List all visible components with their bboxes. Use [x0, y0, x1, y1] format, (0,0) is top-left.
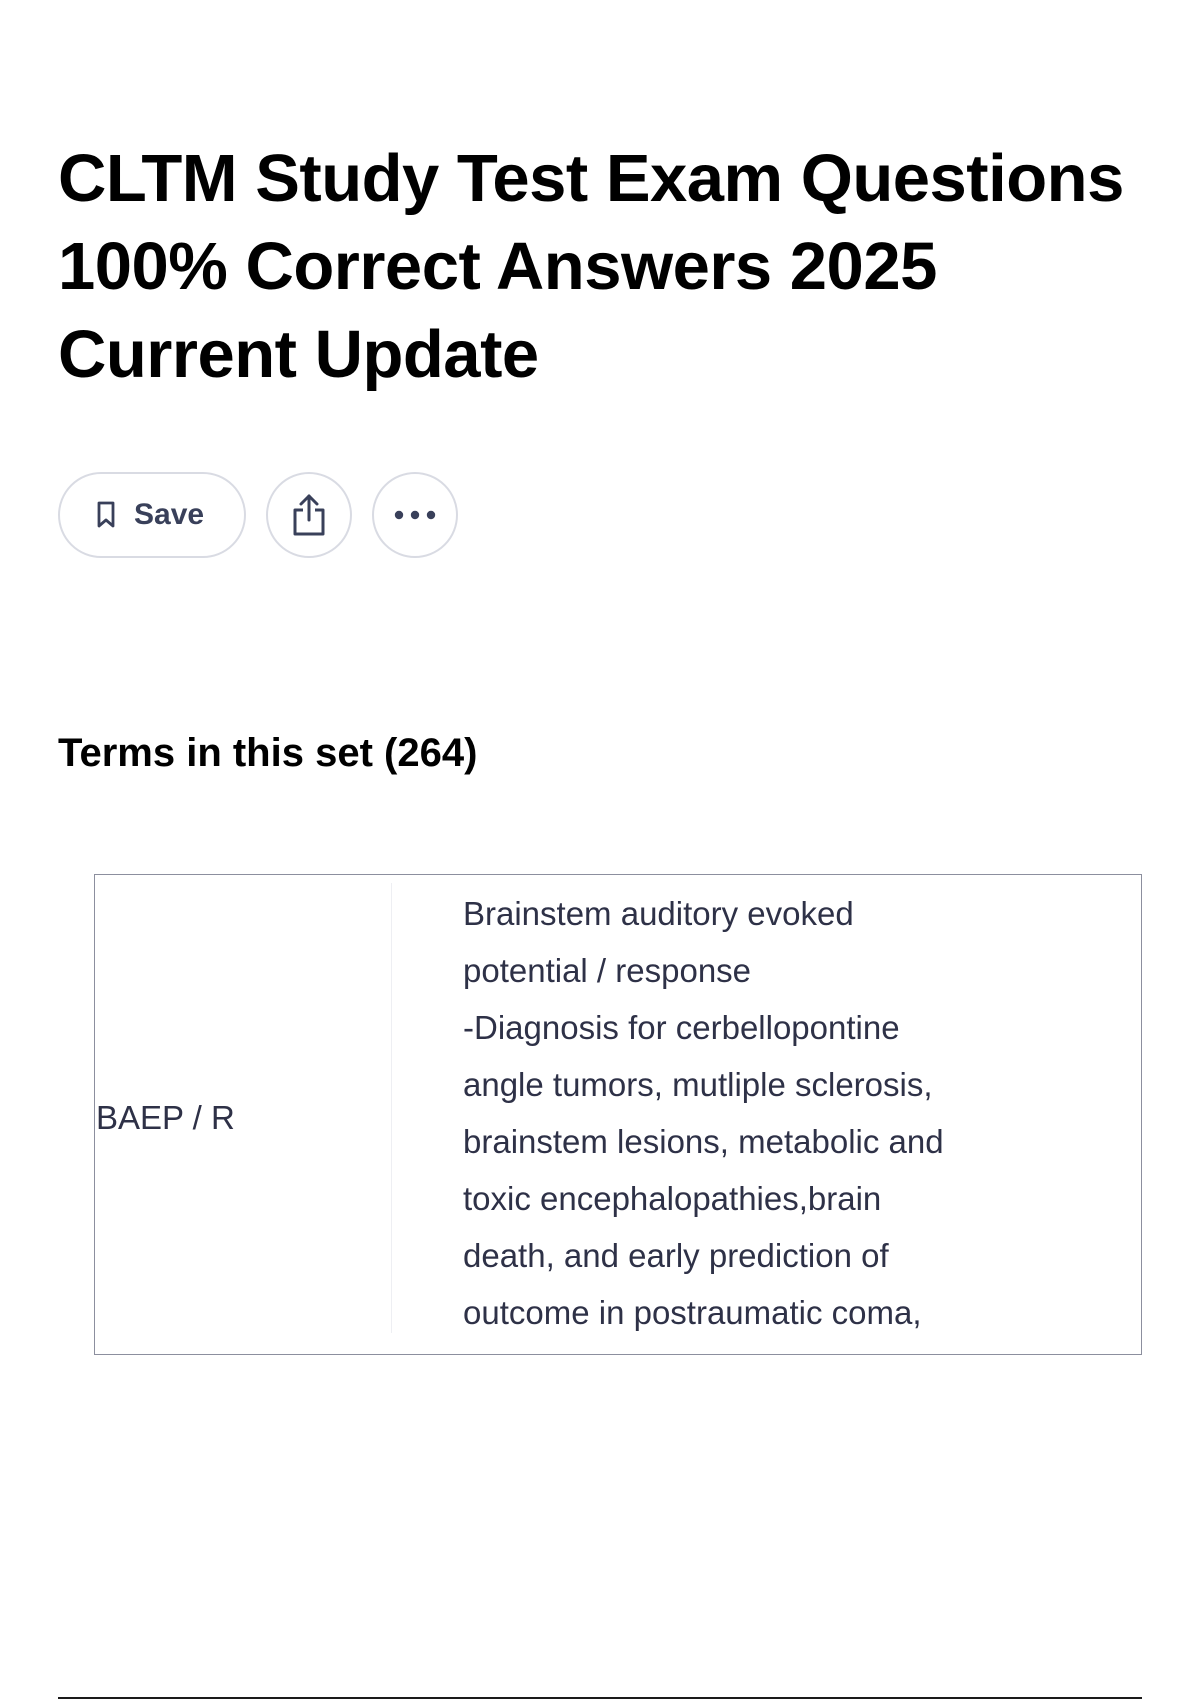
- page-title-line: Current Update: [58, 317, 539, 392]
- terms-heading: Terms in this set (264): [58, 731, 478, 775]
- save-button[interactable]: [58, 472, 246, 558]
- save-button-label: Save: [134, 498, 205, 531]
- page-title: [58, 135, 1158, 399]
- term-text: BAEP / R: [96, 1098, 235, 1136]
- definition-cell: [463, 885, 1023, 1341]
- definition-line: death, and early prediction of: [463, 1237, 889, 1274]
- share-button[interactable]: [266, 472, 352, 558]
- bottom-divider: [58, 1697, 1142, 1699]
- definition-line: potential / response: [463, 952, 752, 989]
- definition-line: Brainstem auditory evoked: [463, 895, 854, 932]
- definition-line: angle tumors, mutliple sclerosis,: [463, 1066, 933, 1103]
- term-card[interactable]: [94, 874, 1142, 1355]
- cell-divider: [391, 883, 392, 1333]
- definition-line: outcome in postraumatic coma,: [463, 1294, 922, 1331]
- definition-line: -Diagnosis for cerbellopontine: [463, 1009, 900, 1046]
- bookmark-icon: [96, 501, 116, 529]
- share-icon: [289, 492, 329, 538]
- more-options-button[interactable]: [372, 472, 458, 558]
- definition-line: brainstem lesions, metabolic and: [463, 1123, 944, 1160]
- page-title-line: 100% Correct Answers 2025: [58, 229, 937, 304]
- more-icon: [394, 510, 436, 520]
- term-cell: [95, 875, 391, 1354]
- page-title-line: CLTM Study Test Exam Questions: [58, 141, 1124, 216]
- action-toolbar: [58, 472, 458, 558]
- definition-line: toxic encephalopathies,brain: [463, 1180, 882, 1217]
